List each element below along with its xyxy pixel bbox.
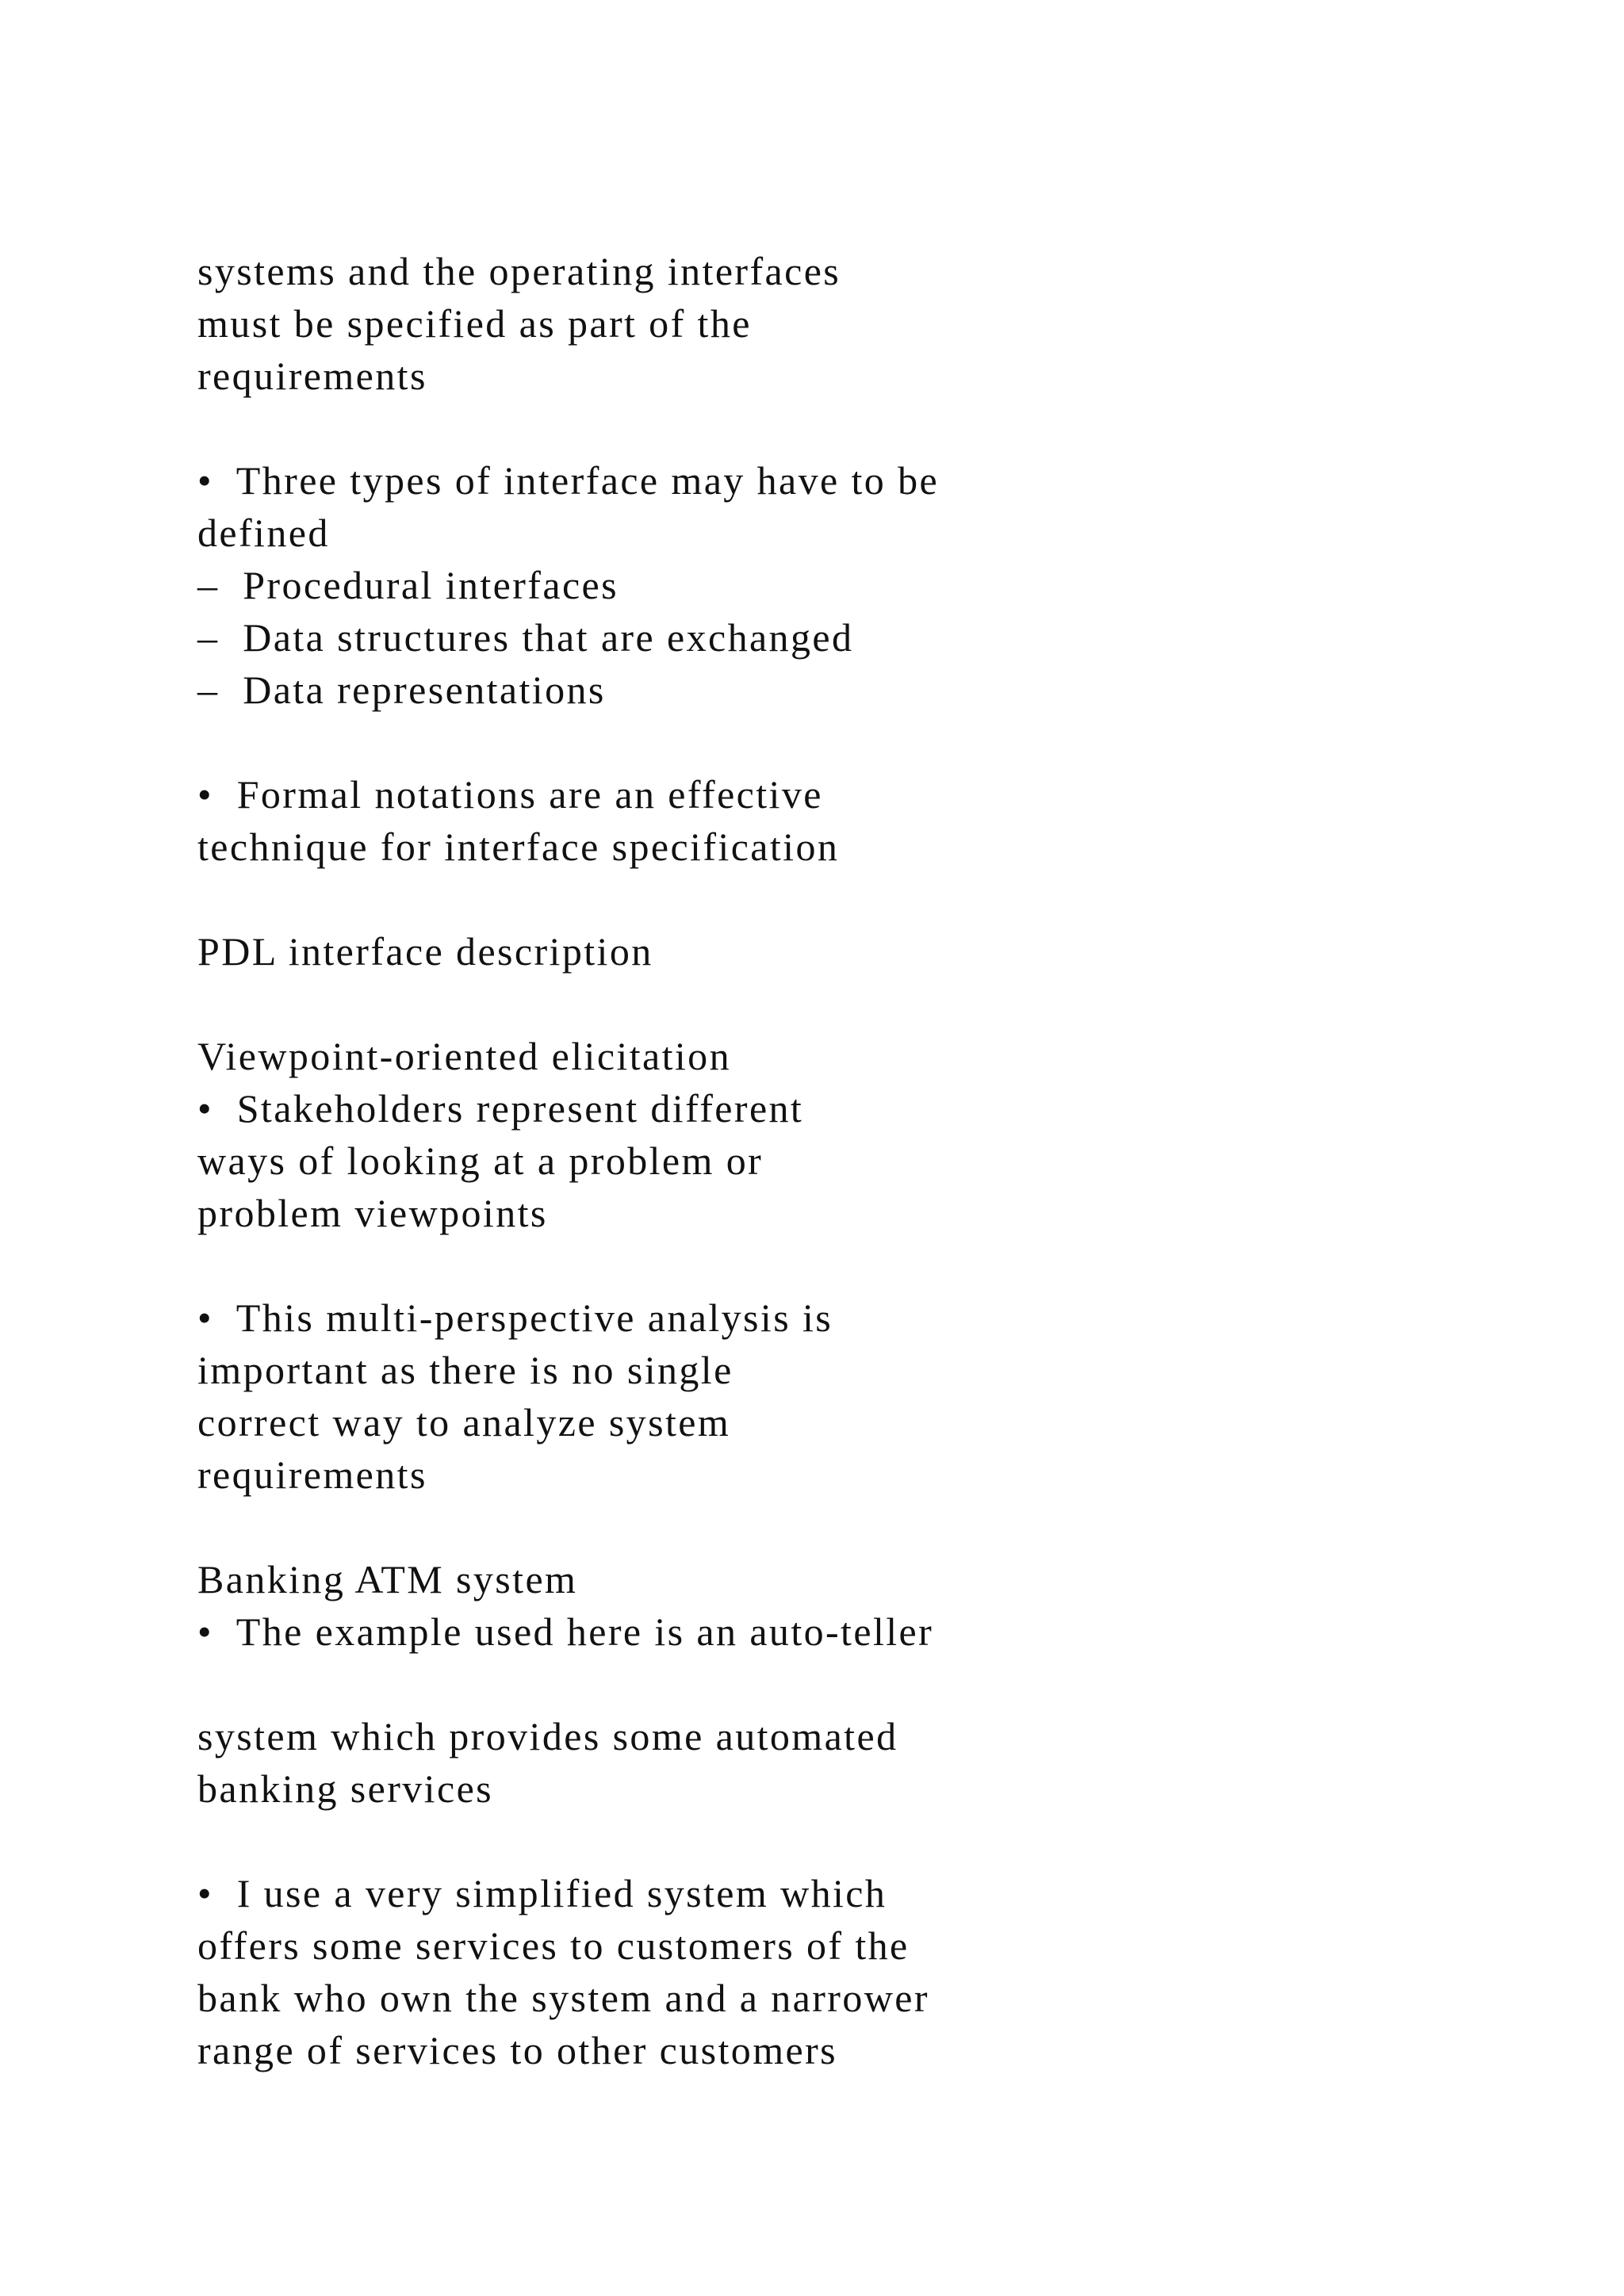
bullet-line: • Formal notations are an effective [197,772,823,817]
text-line: important as there is no single [197,1348,733,1392]
bullet-line: • I use a very simplified system which [197,1871,887,1915]
bullet-line: • The example used here is an auto-teller [197,1609,934,1654]
blank-line [197,1501,1466,1553]
blank-line [197,1658,1466,1710]
text-line: technique for interface specification [197,825,840,869]
blank-line [197,978,1466,1030]
text-line: problem viewpoints [197,1191,548,1235]
text-line: defined [197,511,330,555]
section-heading: Banking ATM system [197,1557,578,1601]
blank-line [197,873,1466,925]
blank-line [197,1239,1466,1292]
document-body [197,245,1466,2076]
blank-line [197,1815,1466,1867]
sub-bullet-line: – Data structures that are exchanged [197,615,854,660]
bullet-line: • Three types of interface may have to be [197,458,940,503]
text-line: must be specified as part of the [197,301,752,346]
bullet-line: • This multi-perspective analysis is [197,1295,833,1340]
text-line: ways of looking at a problem or [197,1138,764,1183]
text-line: range of services to other customers [197,2028,837,2072]
text-line: banking services [197,1766,494,1811]
text-line: correct way to analyze system [197,1400,731,1445]
section-heading: PDL interface description [197,929,653,974]
bullet-line: • Stakeholders represent different [197,1086,804,1131]
text-line: requirements [197,1452,427,1497]
sub-bullet-line: – Procedural interfaces [197,563,619,607]
text-line: system which provides some automated [197,1714,898,1758]
section-heading: Viewpoint-oriented elicitation [197,1034,731,1078]
text-line: requirements [197,354,427,398]
text-line: bank who own the system and a narrower [197,1976,929,2020]
sub-bullet-line: – Data representations [197,668,606,712]
text-line: systems and the operating interfaces [197,249,841,293]
blank-line [197,402,1466,454]
blank-line [197,716,1466,768]
text-line: offers some services to customers of the [197,1923,910,1968]
